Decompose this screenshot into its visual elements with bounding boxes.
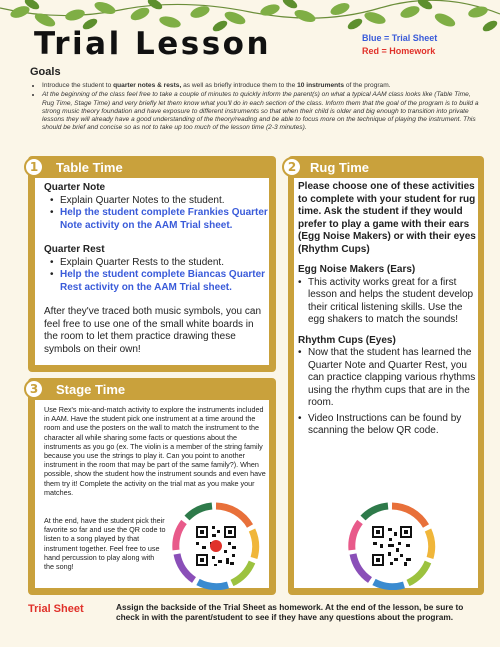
legend-blue: Blue = Trial Sheet <box>362 33 438 43</box>
quarter-note-step-1: Explain Quarter Notes to the student. <box>60 194 225 206</box>
quarter-rest-step-2: Help the student complete Biancas Quarter Rest activity on the AAM Trial sheet. <box>60 269 266 293</box>
quarter-rest-step-1: Explain Quarter Rests to the student. <box>60 256 224 268</box>
stage-time-para-2: At the end, have the student pick their favorite so far and use the QR code to listen to a song played by that instrument together. Feel free to use hand percussion to play along with the song! <box>44 516 166 572</box>
stage-time-para-1: Use Rex's mix-and-match activity to explore the instruments included in AAM. Have the student pick one instrument at a time around the room and use the posters on the wall to match the instrument to the character all while sharing some facts or questions about the instruments as you go (ex. The violin is a member of the string family because you use the strings to play it. Can you point to another instrument in the room that may be part of the same family?). When possible, show the student how the instrument sounds and even have them try it! Complete the activity on the trial mat as you make your matches. <box>44 405 266 497</box>
rug-time-intro: Please choose one of these activities to complete with your student for rug time. Ask the student if they would prefer to play a game with their ears (Egg Noise Makers) or with their eyes (Rhythm Cups) <box>298 181 476 255</box>
egg-noise-heading: Egg Noise Makers (Ears) <box>298 264 416 275</box>
instrument-qr-code[interactable] <box>172 502 260 590</box>
goals-item: • Introduce the student to quarter notes & rests, as well as briefly introduce them to the 10 instruments of the program. <box>42 82 482 90</box>
table-time-number: 1 <box>24 157 44 177</box>
quarter-rest-heading: Quarter Rest <box>44 244 105 255</box>
table-time-closing: After they've traced both music symbols, you can feel free to use one of the small white boards in the room to let them practice drawing these symbols on their own! <box>44 306 262 355</box>
rhythm-cups-qr-code[interactable] <box>348 502 436 590</box>
video-instructions-text: Video Instructions can be found by scanning the below QR code. <box>308 412 462 436</box>
stage-time-title: Stage Time <box>56 382 126 397</box>
rug-time-title: Rug Time <box>310 160 369 175</box>
goals-heading: Goals <box>30 66 61 78</box>
rhythm-cups-heading: Rhythm Cups (Eyes) <box>298 334 396 346</box>
rug-time-content: Please choose one of these activities to complete with your student for rug time. Ask the student if they would prefer to play a game with their ears (Egg Noise Makers) or with their eyes (Rhythm Cups) Egg Noise Makers (Ears) • This activity works great for a first lesson and helps the student develop their critical listening skills. Use the egg shakers to match the sounds! Rhythm Cups (Eyes) • Now that the student has learned the Quarter Note and Quarter Rest, you can practice clapping various rhythms using the rhythm cups that are in the room. • Video Instructions can be found by scanning the below QR code. <box>298 181 478 438</box>
color-legend <box>362 32 437 58</box>
quarter-note-step-2: Help the student complete Frankies Quarter Note activity on the AAM Trial sheet. <box>60 207 268 231</box>
quarter-note-heading: Quarter Note <box>44 182 106 193</box>
rug-time-number: 2 <box>282 157 302 177</box>
goals-item: • At the beginning of the class feel free to take a couple of minutes to quickly inform the parent(s) on what a typical AAM class looks like (Table Time, Rug Time, Stage Time) and very briefly let them know what you'll do in each section of the class. Inform them that the goal of the program is to build a strong music theory foundation and have exposure to different instruments so that when their child is older and big enough to transition into private lessons they will already have a good understanding of the theory/reading and be able to focus more on the technique of playing the instrument. This should be brief and concise so as not to take up too much of the lesson time (2-3 minutes). <box>42 91 482 132</box>
table-time-content: Quarter Note • Explain Quarter Notes to the student. • Help the student complete Frankies Quarter Note activity on the AAM Trial sheet. Quarter Rest • Explain Quarter Rests to the student. • Help the student complete Biancas Quarter Rest activity on the AAM Trial sheet. After they've traced both music symbols, you can feel free to use one of the small white boards in the room to let them practice drawing these symbols on their own! <box>44 182 270 356</box>
page-title: Trial Lesson <box>34 26 272 62</box>
stage-time-number: 3 <box>24 379 44 399</box>
rhythm-cups-description: Now that the student has learned the Quarter Note and Quarter Rest, you can practice clapping various rhythms using the rhythm cups that are in the room. <box>308 347 476 408</box>
table-time-title: Table Time <box>56 160 123 175</box>
legend-red: Red = Homework <box>362 46 436 56</box>
trial-sheet-label: Trial Sheet <box>28 603 84 615</box>
goals-list <box>42 82 482 134</box>
homework-instructions: Assign the backside of the Trial Sheet as homework. At the end of the lesson, be sure to check in with the parent/student to see if they have any questions about the program. <box>116 602 464 622</box>
egg-noise-description: This activity works great for a first lesson and helps the student develop their critical listening skills. Use the egg shakers to match the sounds! <box>308 276 474 325</box>
